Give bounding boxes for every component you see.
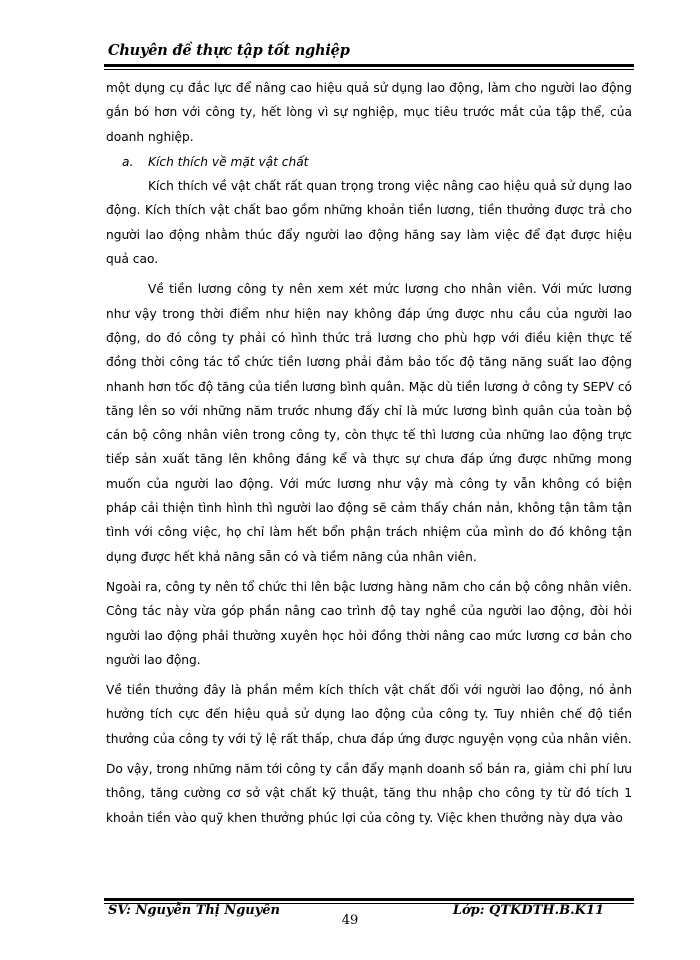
paragraph: Kích thích về vật chất rất quan trọng trong việc nâng cao hiệu quả sử dụng lao động. Kích thích vật chất bao gồm những khoản tiền lương, tiền thưởng được trả cho người lao động nhằm thúc đẩy người lao động hăng say làm việc để đạt được hiệu quả cao. bbox=[106, 179, 632, 267]
paragraph: Về tiền lương công ty nên xem xét mức lương cho nhân viên. Với mức lương như vậy trong thời điểm như hiện nay không đáp ứng được nhu cầu của người lao động, do đó công ty phải có hình thức trả lương cho phù hợp với điều kiện thực tế đồng thời công tác tổ chức tiền lương phải đảm bảo tốc độ tăng năng suất lao động nhanh hơn tốc độ tăng của tiền lương bình quân. Mặc dù tiền lương ở công ty SEPV có tăng lên so với những năm trước nhưng đấy chỉ là mức lương bình quân của toàn bộ cán bộ công nhân viên trong công ty, còn thực tế thì lương của những lao động trực tiếp sản xuất tăng lên không đáng kể và thực sự chưa đáp ứng được những mong muốn của người lao động. Với mức lương như vậy mà công ty vẫn không có biện pháp cải thiện tình hình thì người lao động sẽ cảm thấy chán nản, không tận tâm tận tình với công việc, họ chỉ làm hết bổn phận trách nhiệm của mình do đó không tận dụng được hết khả năng sẵn có và tiềm năng của nhân viên. bbox=[106, 282, 632, 564]
footer-class-label: Lớp: QTKDTH.B.K11 bbox=[452, 903, 604, 918]
paragraph: Về tiền thưởng đây là phần mềm kích thích vật chất đối với người lao động, nó ảnh hưởng tích cực đến hiệu quả sử dụng lao động của công ty. Tuy nhiên chế độ tiền thưởng của công ty với tỷ lệ rất thấp, chưa đáp ứng được nguyện vọng của nhân viên. bbox=[106, 683, 632, 746]
paragraph: Do vậy, trong những năm tới công ty cần đẩy mạnh doanh số bán ra, giảm chi phí lưu thông, tăng cường cơ sở vật chất kỹ thuật, tăng thu nhập cho công ty từ đó tích 1 khoản tiền vào quỹ khen thưởng phúc lợi của công ty. Việc khen thưởng này dựa vào bbox=[106, 762, 632, 825]
section-heading-label: a. bbox=[122, 154, 134, 169]
section-heading-text: Kích thích về mặt vật chất bbox=[148, 154, 309, 169]
page-number: 49 bbox=[341, 913, 359, 928]
footer-student-name: SV: Nguyễn Thị Nguyên bbox=[108, 903, 281, 918]
paragraph: một dụng cụ đắc lực để nâng cao hiệu quả sử dụng lao động, làm cho người lao động gắn bó hơn với công ty, hết lòng vì sự nghiệp, mục tiêu trước mắt của tập thể, của doanh nghiệp. bbox=[106, 81, 632, 144]
document-body bbox=[106, 76, 632, 830]
paragraph: Ngoài ra, công ty nên tổ chức thi lên bậc lương hàng năm cho cán bộ công nhân viên. Công tác này vừa góp phần nâng cao trình độ tay nghề của người lao động, đòi hỏi người lao động phải thường xuyên học hỏi đồng thời nâng cao mức lương cơ bản cho người lao động. bbox=[106, 579, 632, 667]
section-heading bbox=[106, 150, 632, 174]
footer-rule-thick bbox=[104, 898, 634, 901]
header-rule-thin bbox=[104, 69, 634, 70]
page-header-title: Chuyên đề thực tập tốt nghiệp bbox=[108, 42, 350, 59]
header-rule-thick bbox=[104, 64, 634, 67]
